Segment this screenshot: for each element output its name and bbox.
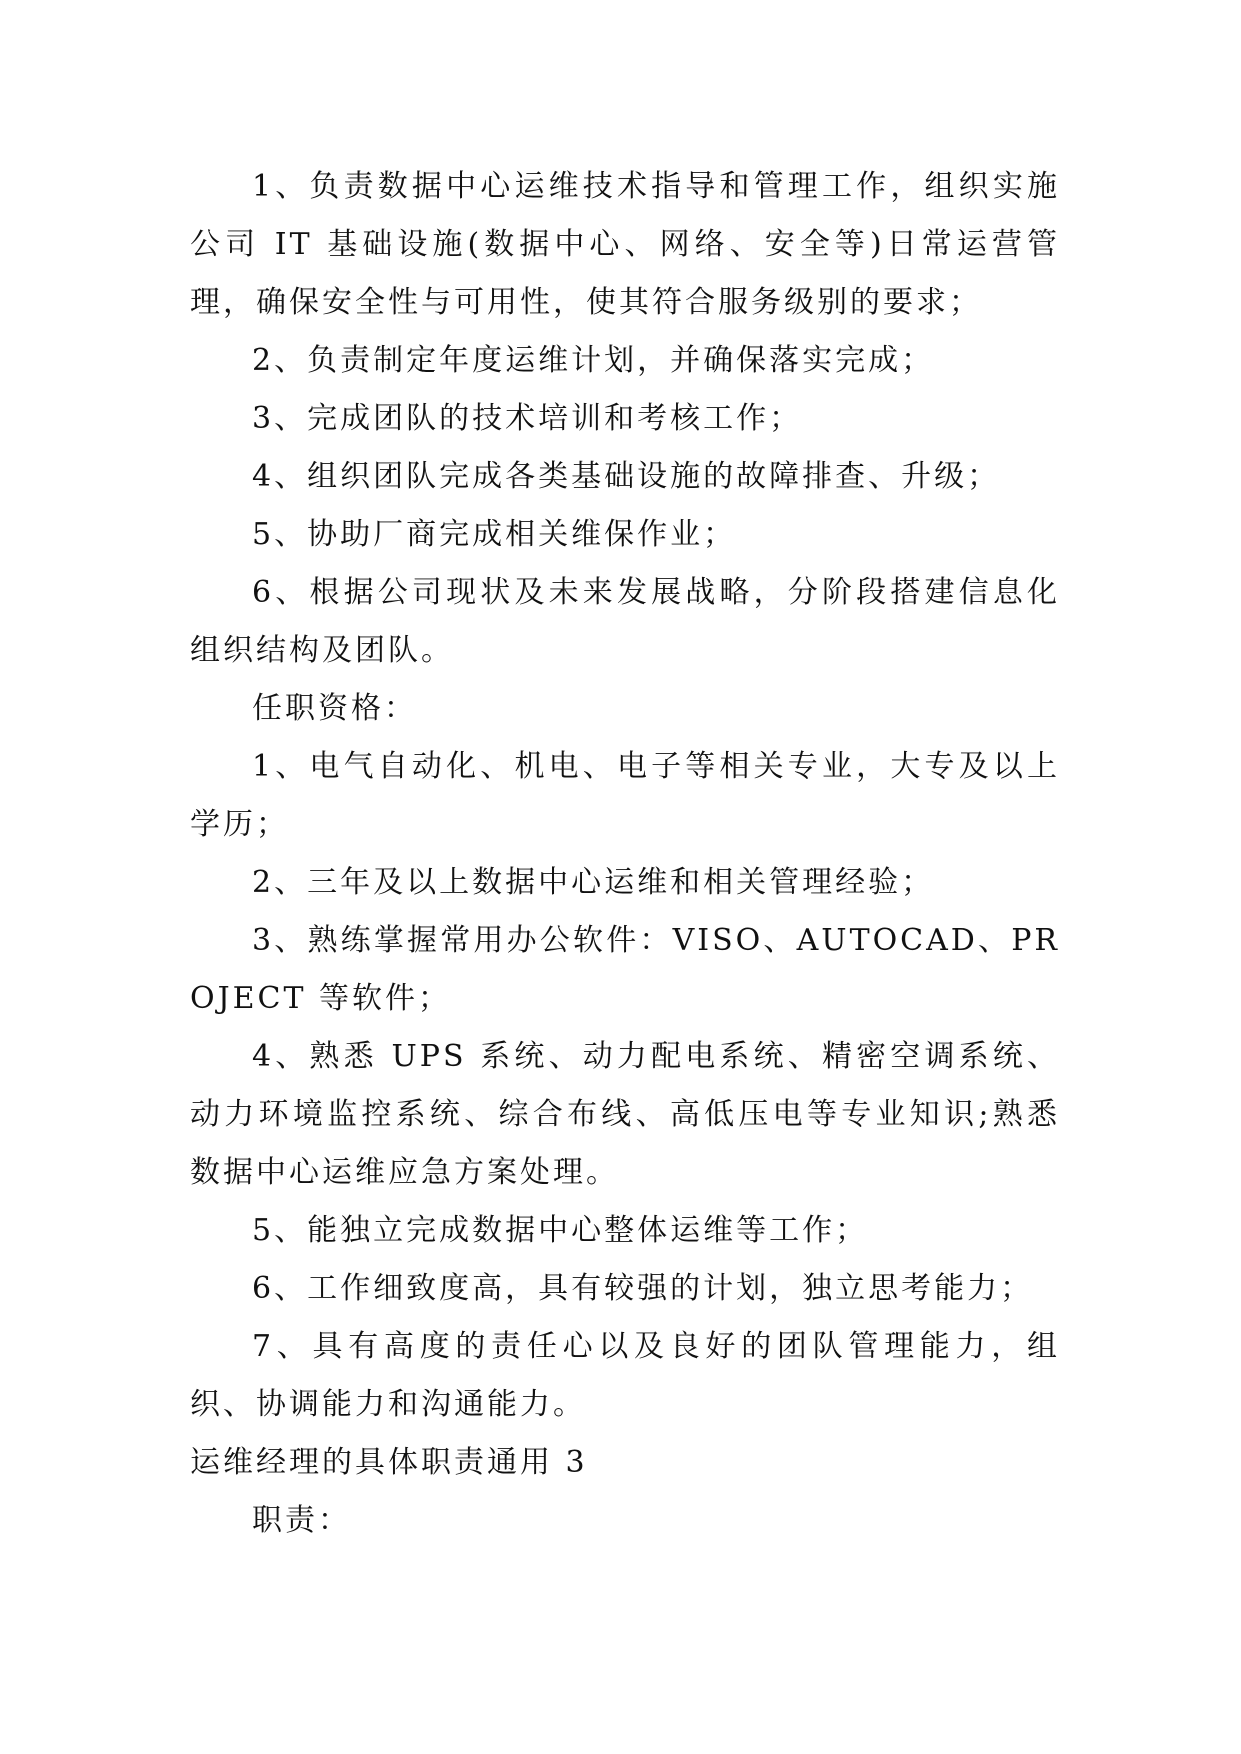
document-body <box>190 158 1060 1550</box>
duty-item-5: 5、协助厂商完成相关维保作业； <box>252 517 737 552</box>
qualification-item-1: 1、电气自动化、机电、电子等相关专业，大专及以上学历； <box>190 749 1060 842</box>
duties-heading: 职责： <box>252 1503 351 1538</box>
duty-item-2: 2、负责制定年度运维计划，并确保落实完成； <box>252 343 935 378</box>
qualification-item-2: 2、三年及以上数据中心运维和相关管理经验； <box>252 865 935 900</box>
qualification-item-6: 6、工作细致度高，具有较强的计划，独立思考能力； <box>252 1271 1034 1306</box>
duty-item-1: 1、负责数据中心运维技术指导和管理工作，组织实施公司 IT 基础设施(数据中心、网络、安全等)日常运营管理，确保安全性与可用性，使其符合服务级别的要求； <box>190 169 1060 320</box>
duty-item-6: 6、根据公司现状及未来发展战略，分阶段搭建信息化组织结构及团队。 <box>190 575 1060 668</box>
duty-item-4: 4、组织团队完成各类基础设施的故障排查、升级； <box>252 459 1001 494</box>
duty-item-3: 3、完成团队的技术培训和考核工作； <box>252 401 803 436</box>
section-title: 运维经理的具体职责通用 3 <box>190 1445 588 1480</box>
qualification-item-5: 5、能独立完成数据中心整体运维等工作； <box>252 1213 869 1248</box>
qualification-item-7: 7、具有高度的责任心以及良好的团队管理能力，组织、协调能力和沟通能力。 <box>190 1329 1060 1422</box>
qualification-item-4: 4、熟悉 UPS 系统、动力配电系统、精密空调系统、动力环境监控系统、综合布线、高低压电等专业知识;熟悉数据中心运维应急方案处理。 <box>190 1039 1060 1190</box>
qualification-item-3: 3、熟练掌握常用办公软件：VISO、AUTOCAD、PROJECT 等软件； <box>190 923 1060 1016</box>
qualifications-heading: 任职资格： <box>252 691 417 726</box>
